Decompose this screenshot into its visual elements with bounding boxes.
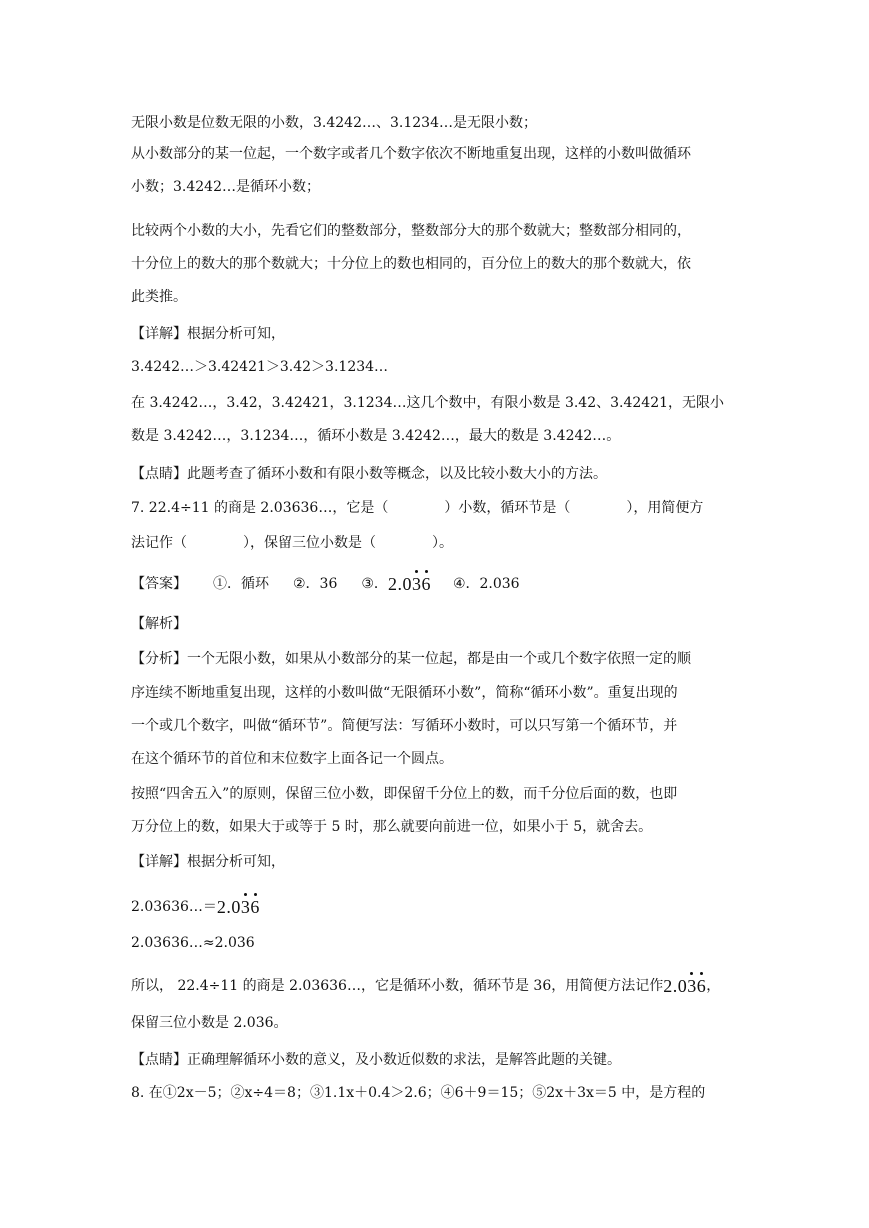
text-line: 此类推。 bbox=[131, 289, 187, 305]
text-line: 在 3.4242…，3.42，3.42421，3.1234…这几个数中，有限小数是 3.42、3.42421，无限小 bbox=[131, 395, 725, 411]
question-7: 7. 22.4÷11 的商是 2.03636…，它是（ ）小数，循环节是（ ），用简便方 bbox=[131, 500, 704, 516]
conclusion: 所以， 22.4÷11 的商是 2.03636…，它是循环小数，循环节是 36，用简便方法记作2.036， bbox=[131, 976, 721, 996]
question-8: 8. 在①2x－5；②x÷4＝8；③1.1x＋0.4＞2.6；④6＋9＝15；⑤2x＋3x＝5 中，是方程的 bbox=[131, 1085, 706, 1101]
repeating-decimal: 2.036 bbox=[216, 897, 260, 917]
equation-1: 2.03636…＝2.036 bbox=[131, 897, 260, 917]
text-line: 数是 3.4242…，3.1234…，循环小数是 3.4242…，最大的数是 3.4242…。 bbox=[131, 428, 621, 444]
answer-2: ②．36 bbox=[293, 576, 338, 592]
text-line: 【详解】根据分析可知， bbox=[131, 854, 285, 870]
text-line: 从小数部分的某一位起，一个数字或者几个数字依次不断地重复出现，这样的小数叫做循环 bbox=[131, 146, 691, 162]
conclusion-2: 保留三位小数是 2.036。 bbox=[131, 1015, 288, 1031]
text-line: 比较两个小数的大小，先看它们的整数部分，整数部分大的那个数就大；整数部分相同的， bbox=[131, 223, 691, 239]
text-line: 【详解】根据分析可知， bbox=[131, 326, 285, 342]
question-7-cont: 法记作（ ），保留三位小数是（ ）。 bbox=[131, 535, 453, 551]
text-line: 【点睛】此题考查了循环小数和有限小数等概念，以及比较小数大小的方法。 bbox=[131, 466, 607, 482]
text-line: 万分位上的数，如果大于或等于 5 时，那么就要向前进一位，如果小于 5，就舍去。 bbox=[131, 819, 653, 835]
text-line: 一个或几个数字，叫做“循环节”。简便写法：写循环小数时，可以只写第一个循环节，并 bbox=[131, 718, 678, 734]
text-line: 小数；3.4242…是循环小数； bbox=[131, 179, 320, 195]
answer-4: ④．2.036 bbox=[452, 576, 520, 592]
text-line: 按照“四舍五入”的原则，保留三位小数，即保留千分位上的数，而千分位后面的数，也即 bbox=[131, 786, 678, 802]
text-line: 无限小数是位数无限的小数，3.4242…、3.1234…是无限小数； bbox=[131, 115, 537, 131]
repeating-decimal: 2.036 bbox=[663, 976, 707, 996]
repeating-decimal: 2.036 bbox=[387, 574, 431, 594]
text-line: 序连续不断地重复出现，这样的小数叫做“无限循环小数”，简称“循环小数”。重复出现的 bbox=[131, 685, 678, 701]
text-line: 十分位上的数大的那个数就大；十分位上的数也相同的，百分位上的数大的那个数就大，依 bbox=[131, 256, 691, 272]
answer-label: 【答案】 bbox=[131, 576, 187, 592]
text-line: 【分析】一个无限小数，如果从小数部分的某一位起，都是由一个或几个数字依照一定的顺 bbox=[131, 651, 691, 667]
text-line: 在这个循环节的首位和末位数字上面各记一个圆点。 bbox=[131, 751, 453, 767]
analysis-label: 【解析】 bbox=[131, 616, 187, 632]
text-line: 3.4242…＞3.42421＞3.42＞3.1234… bbox=[131, 359, 389, 375]
answer-line bbox=[131, 574, 520, 594]
comment: 【点睛】正确理解循环小数的意义，及小数近似数的求法，是解答此题的关键。 bbox=[131, 1052, 621, 1068]
equation-2: 2.03636…≈2.036 bbox=[131, 935, 255, 951]
answer-1: ①．循环 bbox=[213, 576, 269, 592]
answer-3-prefix: ③． bbox=[361, 576, 388, 592]
